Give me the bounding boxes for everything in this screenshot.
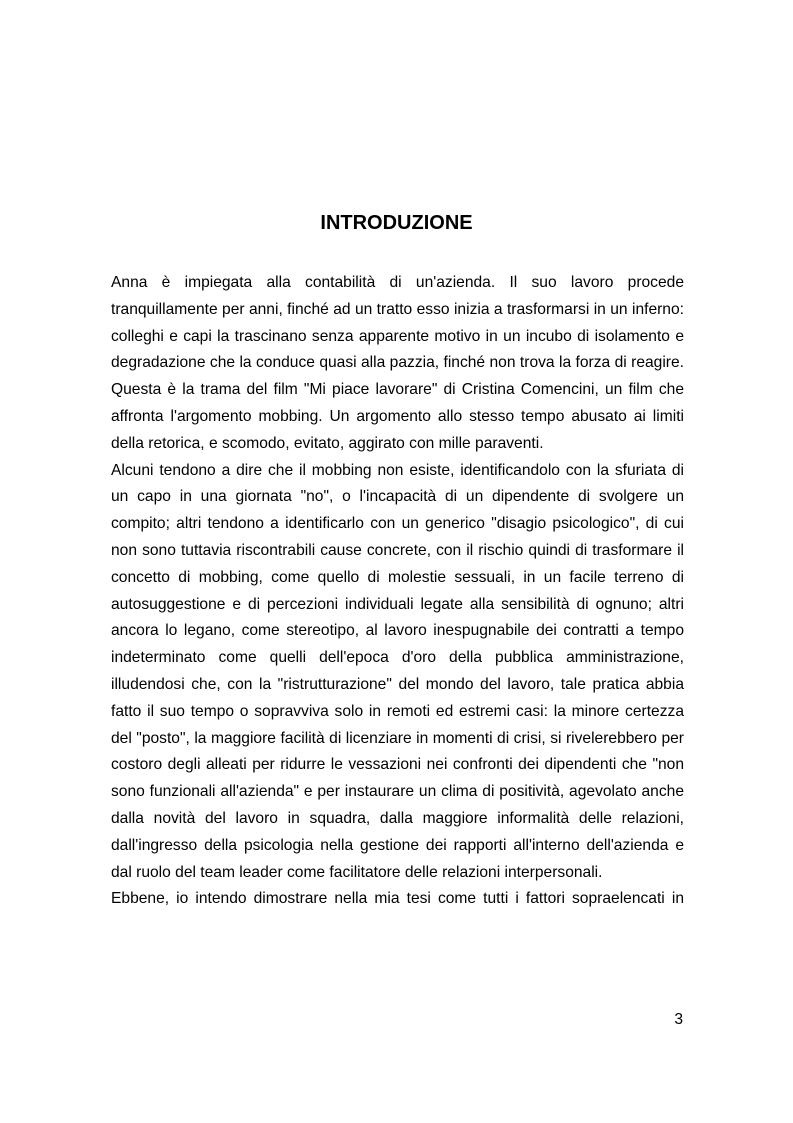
page-number: 3 xyxy=(674,1011,683,1028)
body-text xyxy=(111,270,684,913)
paragraph-3: Ebbene, io intendo dimostrare nella mia tesi come tutti i fattori sopraelencati in xyxy=(111,890,684,908)
paragraph-1: Anna è impiegata alla contabilità di un'azienda. Il suo lavoro procede tranquillamente per anni, finché ad un tratto esso inizia a trasformarsi in un inferno: colleghi e capi la trascinano senza apparente motivo in un incubo di isolamento e degradazione che la conduce quasi alla pazzia, finché non trova la forza di reagire. Questa è la trama del film "Mi piace lavorare" di Cristina Comencini, un film che affronta l'argomento mobbing. Un argomento allo stesso tempo abusato ai limiti della retorica, e scomodo, evitato, aggirato con mille paraventi. xyxy=(111,274,684,452)
page-title: INTRODUZIONE xyxy=(320,212,473,234)
paragraph-2: Alcuni tendono a dire che il mobbing non esiste, identificandolo con la sfuriata di un capo in una giornata "no", o l'incapacità di un dipendente di svolgere un compito; altri tendono a identificarlo con un generico "disagio psicologico", di cui non sono tuttavia riscontrabili cause concrete, con il rischio quindi di trasformare il concetto di mobbing, come quello di molestie sessuali, in un facile terreno di autosuggestione e di percezioni individuali legate alla sensibilità di ognuno; altri ancora lo legano, come stereotipo, al lavoro inespugnabile dei contratti a tempo indeterminato come quelli dell'epoca d'oro della pubblica amministrazione, illudendosi che, con la "ristrutturazione" del mondo del lavoro, tale pratica abbia fatto il suo tempo o sopravviva solo in remoti ed estremi casi: la minore certezza del "posto", la maggiore facilità di licenziare in momenti di crisi, si rivelerebbero per costoro degli alleati per ridurre le vessazioni nei confronti dei dipendenti che "non sono funzionali all'azienda" e per instaurare un clima di positività, agevolato anche dalla novità del lavoro in squadra, dalla maggiore informalità delle relazioni, dall'ingresso della psicologia nella gestione dei rapporti all'interno dell'azienda e dal ruolo del team leader come facilitatore delle relazioni interpersonali. xyxy=(111,461,684,881)
